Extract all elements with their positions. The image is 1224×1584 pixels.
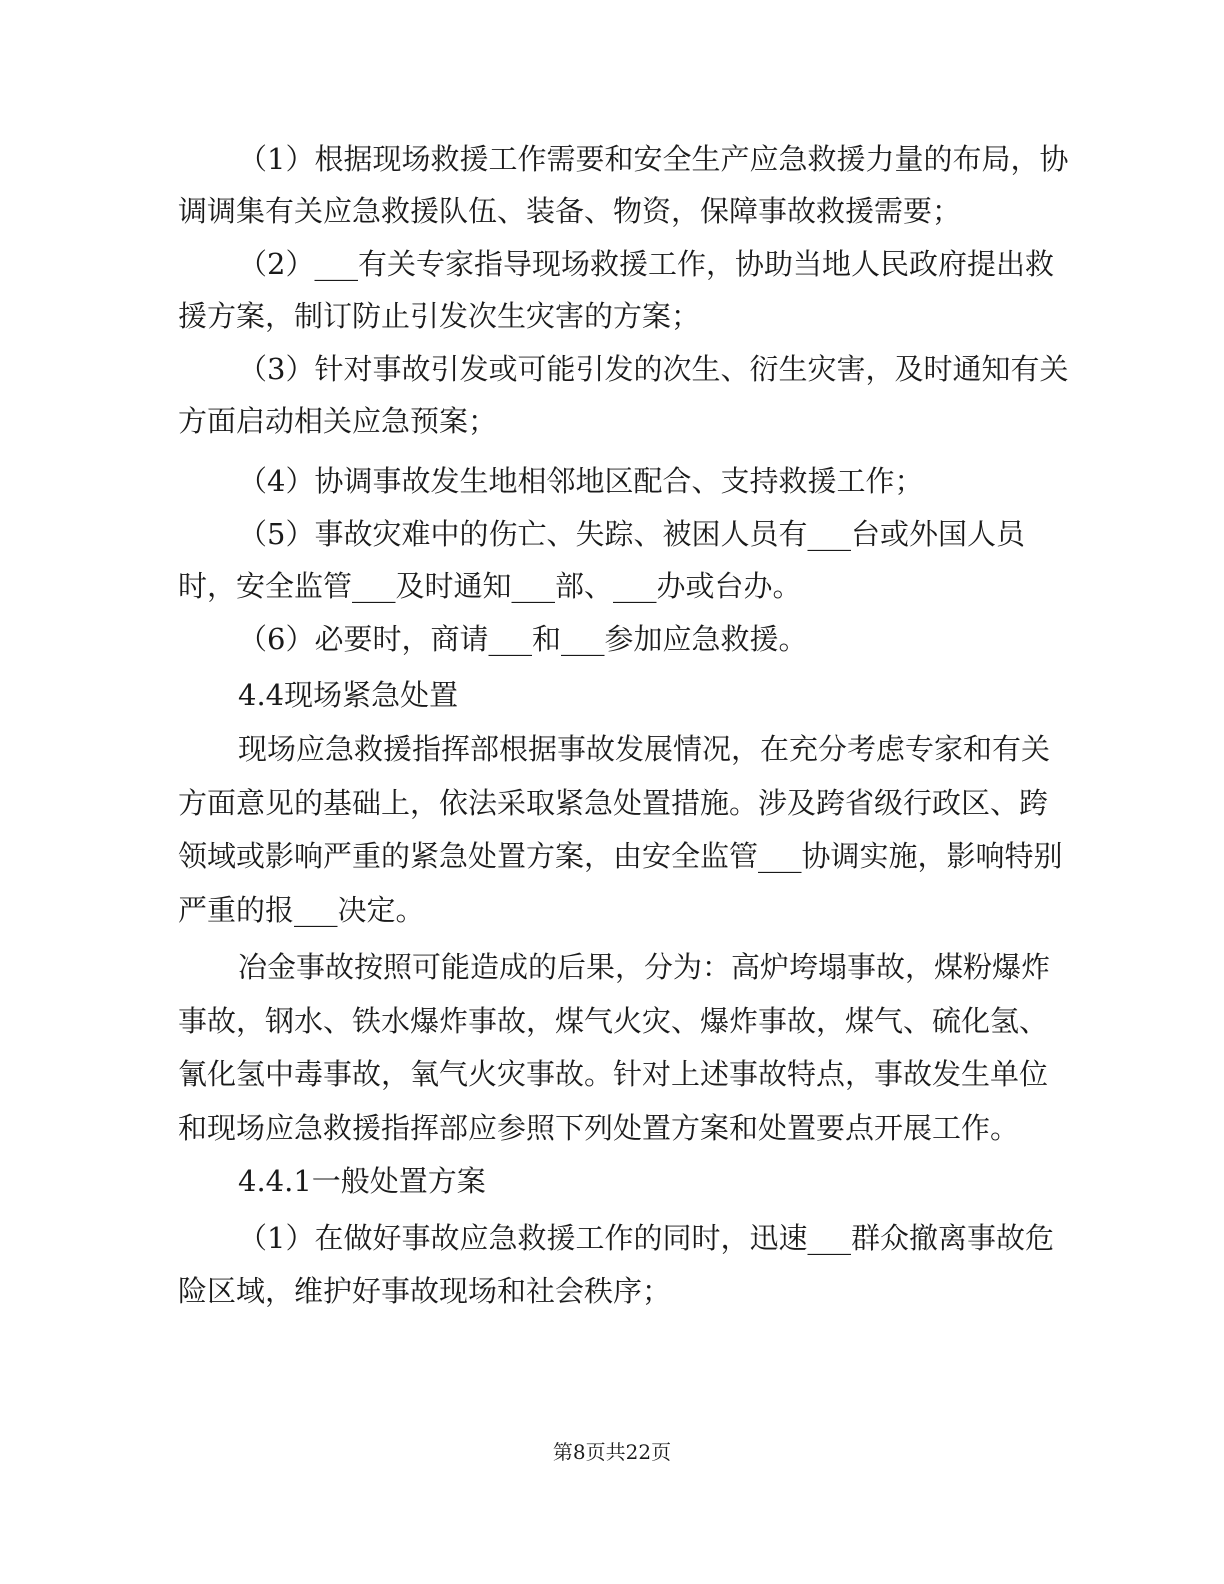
paragraph-line: 氰化氢中毒事故，氧气火灾事故。针对上述事故特点，事故发生单位 xyxy=(178,1057,1049,1091)
paragraph-line: 和现场应急救援指挥部应参照下列处置方案和处置要点开展工作。 xyxy=(178,1111,1020,1145)
paragraph-line: （5）事故灾难中的伤亡、失踪、被困人员有___台或外国人员 xyxy=(238,517,1025,551)
paragraph-line: （1）根据现场救援工作需要和安全生产应急救援力量的布局，协 xyxy=(238,142,1069,176)
paragraph-line: 援方案，制订防止引发次生灾害的方案； xyxy=(178,299,701,333)
paragraph-line: 方面启动相关应急预案； xyxy=(178,404,498,438)
paragraph-line: 方面意见的基础上，依法采取紧急处置措施。涉及跨省级行政区、跨 xyxy=(178,786,1049,820)
paragraph-line: （4）协调事故发生地相邻地区配合、支持救援工作； xyxy=(238,464,924,498)
section-heading: 4.4现场紧急处置 xyxy=(238,678,459,712)
paragraph-line: 领域或影响严重的紧急处置方案，由安全监管___协调实施，影响特别 xyxy=(178,839,1063,873)
paragraph-line: （6）必要时，商请___和___参加应急救援。 xyxy=(238,622,808,656)
paragraph-line: 调调集有关应急救援队伍、装备、物资，保障事故救援需要； xyxy=(178,194,962,228)
paragraph-line: （3）针对事故引发或可能引发的次生、衍生灾害，及时通知有关 xyxy=(238,352,1069,386)
paragraph-line: 严重的报___决定。 xyxy=(178,893,425,927)
paragraph-line: 险区域，维护好事故现场和社会秩序； xyxy=(178,1274,672,1308)
paragraph-line: 事故，钢水、铁水爆炸事故，煤气火灾、爆炸事故，煤气、硫化氢、 xyxy=(178,1004,1049,1038)
paragraph-line: 冶金事故按照可能造成的后果，分为：高炉垮塌事故，煤粉爆炸 xyxy=(238,950,1051,984)
paragraph-line: （1）在做好事故应急救援工作的同时，迅速___群众撤离事故危 xyxy=(238,1221,1054,1255)
paragraph-line: 现场应急救援指挥部根据事故发展情况，在充分考虑专家和有关 xyxy=(238,732,1051,766)
page-footer: 第8页共22页 xyxy=(552,1440,672,1464)
paragraph-line: 时，安全监管___及时通知___部、___办或台办。 xyxy=(178,569,802,603)
paragraph-line: （2）___有关专家指导现场救援工作，协助当地人民政府提出救 xyxy=(238,247,1054,281)
section-heading: 4.4.1一般处置方案 xyxy=(238,1164,486,1198)
